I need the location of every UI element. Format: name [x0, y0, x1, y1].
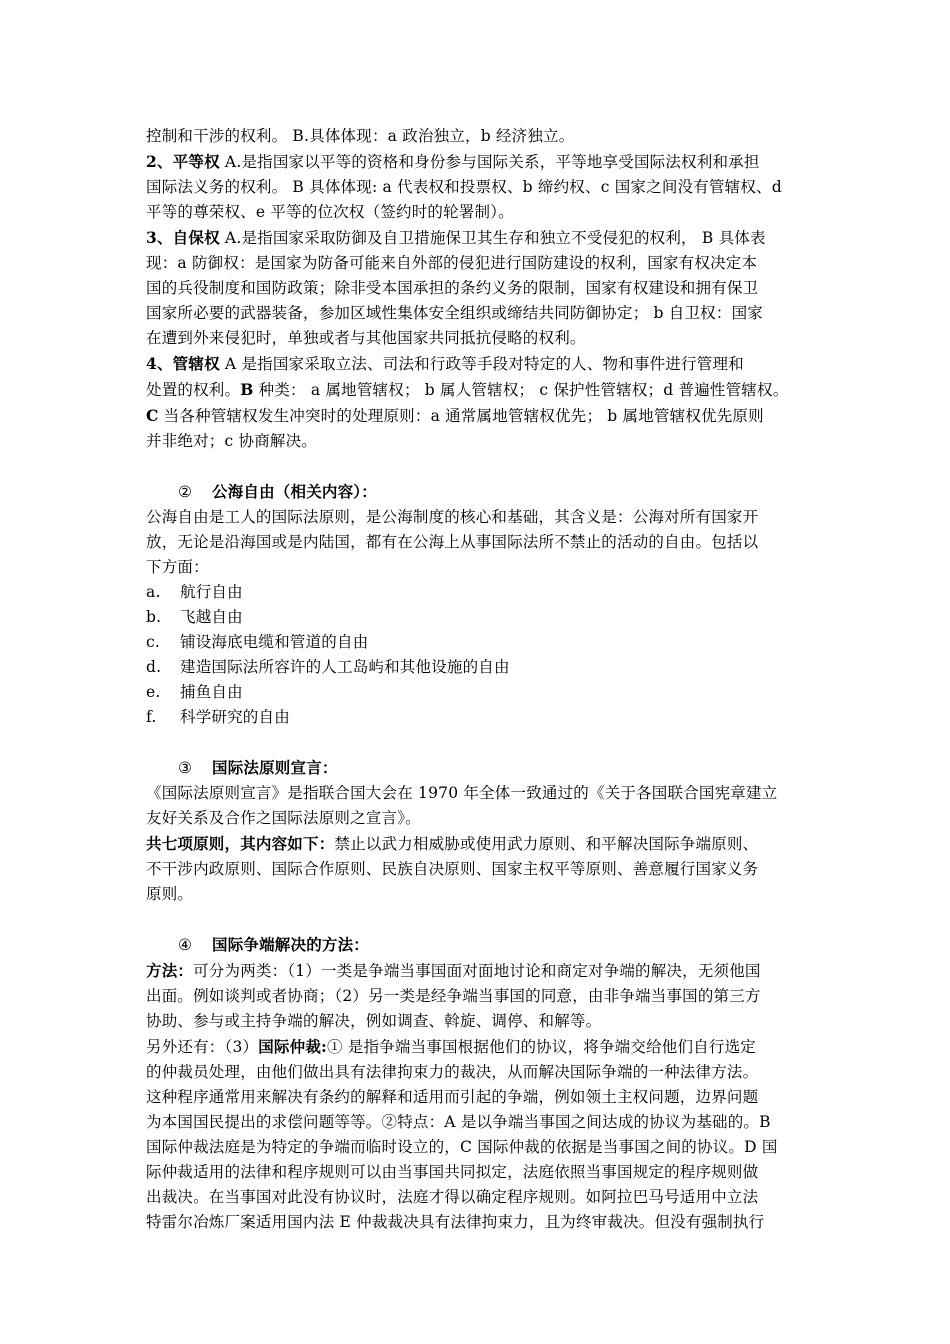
high-seas-list	[146, 580, 810, 730]
rights-line-1: 控制和干涉的权利。 B.具体体现：a 政治独立，b 经济独立。	[146, 127, 575, 145]
equality-right-line-2: 国际法义务的权利。 B 具体体现: a 代表权和投票权、b 缔约权、c 国家之间没有管辖权、d	[146, 178, 782, 196]
declaration-title: 国际法原则宣言：	[212, 758, 338, 777]
declaration-heading	[146, 755, 810, 781]
section-number: ③	[178, 759, 193, 777]
list-marker: a.	[146, 583, 161, 601]
spacer	[146, 454, 810, 479]
seven-principles-text: 禁止以武力相威胁或使用武力原则、和平解决国际争端原则、	[334, 835, 759, 853]
seven-principles-label: 共七项原则，其内容如下：	[146, 834, 335, 853]
list-item	[146, 630, 810, 655]
jurisdiction-line-4: 并非绝对；c 协商解决。	[146, 432, 318, 450]
disputes-line-9: 际仲裁适用的法律和程序规则可以由当事国共同拟定，法庭依照当事国规定的程序规则做	[146, 1163, 759, 1181]
jurisdiction-line-2	[146, 377, 810, 403]
disputes-line-2: 出面。例如谈判或者协商；（2）另一类是经争端当事国的同意，由非争端当事国的第三方	[146, 987, 761, 1005]
self-preservation-line-1	[146, 225, 810, 251]
jurisdiction-heading: 4、管辖权	[146, 354, 220, 373]
list-item	[146, 680, 810, 705]
disputes-line-1	[146, 958, 810, 984]
list-item	[146, 580, 810, 605]
list-item-text: 科学研究的自由	[180, 708, 290, 726]
jurisdiction-types: 种类： a 属地管辖权； b 属人管辖权； c 保护性管辖权；d 普遍性管辖权。	[253, 381, 789, 399]
high-seas-heading	[146, 479, 810, 505]
declaration-line-3	[146, 831, 810, 857]
declaration-line-2: 友好关系及合作之国际法原则之宣言》。	[146, 809, 421, 827]
self-preservation-line-4: 国家所必要的武器装备，参加区域性集体安全组织或缔结共同防御协定； b 自卫权：国家	[146, 304, 763, 322]
list-marker: c.	[146, 633, 161, 651]
list-item-text: 航行自由	[180, 583, 243, 601]
jurisdiction-line-1	[146, 351, 810, 377]
disputes-line-5: 的仲裁员处理，由他们做出具有法律拘束力的裁决，从而解决国际争端的一种法律方法。	[146, 1063, 759, 1081]
list-marker: e.	[146, 683, 161, 701]
jurisdiction-text-a: 处置的权利。	[146, 381, 241, 399]
disputes-title: 国际争端解决的方法：	[212, 935, 370, 954]
high-seas-line-1: 公海自由是工人的国际法原则，是公海制度的核心和基础，其含义是：公海对所有国家开	[146, 508, 759, 526]
self-preservation-text: A.是指国家采取防御及自卫措施保卫其生存和独立不受侵犯的权利， B 具体表	[219, 229, 766, 247]
disputes-line-7: 为本国国民提出的求偿问题等等。②特点：A 是以争端当事国之间达成的协议为基础的。B	[146, 1113, 771, 1131]
equality-right-text: A.是指国家以平等的资格和身份参与国际关系，平等地享受国际法权利和承担	[219, 153, 760, 171]
arbitration-text: ① 是指争端当事国根据他们的协议，将争端交给他们自行选定	[326, 1038, 756, 1056]
also-text: 另外还有：（3）	[146, 1038, 259, 1056]
spacer	[146, 730, 810, 755]
self-preservation-line-2: 现：a 防御权：是国家为防备可能来自外部的侵犯进行国防建设的权利，国家有权决定本	[146, 254, 758, 272]
declaration-line-1: 《国际法原则宣言》是指联合国大会在 1970 年全体一致通过的《关于各国联合国宪章建立	[146, 784, 778, 802]
list-marker: f.	[146, 708, 157, 726]
disputes-heading	[146, 932, 810, 958]
equality-right-line-1	[146, 149, 810, 175]
list-marker: b.	[146, 608, 162, 626]
equality-right-heading: 2、平等权	[146, 152, 220, 171]
list-item-text: 建造国际法所容许的人工岛屿和其他设施的自由	[180, 658, 510, 676]
arbitration-label: 国际仲裁:	[258, 1037, 327, 1056]
disputes-line-8: 国际仲裁法庭是为特定的争端而临时设立的，C 国际仲裁的依据是当事国之间的协议。D 国	[146, 1138, 778, 1156]
disputes-line-4	[146, 1034, 810, 1060]
declaration-line-5: 原则。	[146, 885, 194, 903]
list-item	[146, 605, 810, 630]
list-item	[146, 705, 810, 730]
list-marker: d.	[146, 658, 162, 676]
list-item	[146, 655, 810, 680]
jurisdiction-conflict: 当各种管辖权发生冲突时的处理原则：a 通常属地管辖权优先； b 属地管辖权优先原则	[158, 407, 764, 425]
list-item-text: 飞越自由	[180, 608, 243, 626]
high-seas-line-2: 放，无论是沿海国或是内陆国，都有在公海上从事国际法所不禁止的活动的自由。包括以	[146, 533, 759, 551]
disputes-line-6: 这种程序通常用来解决有条约的解释和适用而引起的争端，例如领土主权问题，边界问题	[146, 1088, 759, 1106]
jurisdiction-line-3	[146, 403, 810, 429]
section-number: ②	[178, 483, 193, 501]
jurisdiction-text: A 是指国家采取立法、司法和行政等手段对特定的人、物和事件进行管理和	[219, 355, 744, 373]
self-preservation-heading: 3、自保权	[146, 228, 220, 247]
spacer	[146, 907, 810, 932]
high-seas-line-3: 下方面：	[146, 558, 209, 576]
declaration-line-4: 不干涉内政原则、国际合作原则、民族自决原则、国家主权平等原则、善意履行国家义务	[146, 860, 759, 878]
section-number: ④	[178, 936, 193, 954]
list-item-text: 捕鱼自由	[180, 683, 243, 701]
methods-text: 可分为两类：（1）一类是争端当事国面对面地讨论和商定对争端的解决，无须他国	[193, 962, 761, 980]
disputes-line-11: 特雷尔冶炼厂案适用国内法 E 仲裁裁决具有法律拘束力，且为终审裁决。但没有强制执行	[146, 1213, 765, 1231]
disputes-line-10: 出裁决。在当事国对此没有协议时，法庭才得以确定程序规则。如阿拉巴马号适用中立法	[146, 1188, 759, 1206]
disputes-line-3: 协助、参与或主持争端的解决，例如调查、斡旋、调停、和解等。	[146, 1012, 602, 1030]
self-preservation-line-3: 国的兵役制度和国防政策；除非受本国承担的条约义务的限制，国家有权建设和拥有保卫	[146, 279, 759, 297]
list-item-text: 铺设海底电缆和管道的自由	[180, 633, 369, 651]
self-preservation-line-5: 在遭到外来侵犯时，单独或者与其他国家共同抵抗侵略的权利。	[146, 329, 586, 347]
jurisdiction-marker-c: C	[146, 406, 159, 425]
jurisdiction-marker-b: B	[240, 380, 254, 399]
methods-label: 方法：	[146, 961, 194, 980]
equality-right-line-3: 平等的尊荣权、e 平等的位次权（签约时的轮署制）。	[146, 203, 514, 221]
high-seas-title: 公海自由（相关内容）：	[212, 482, 377, 501]
